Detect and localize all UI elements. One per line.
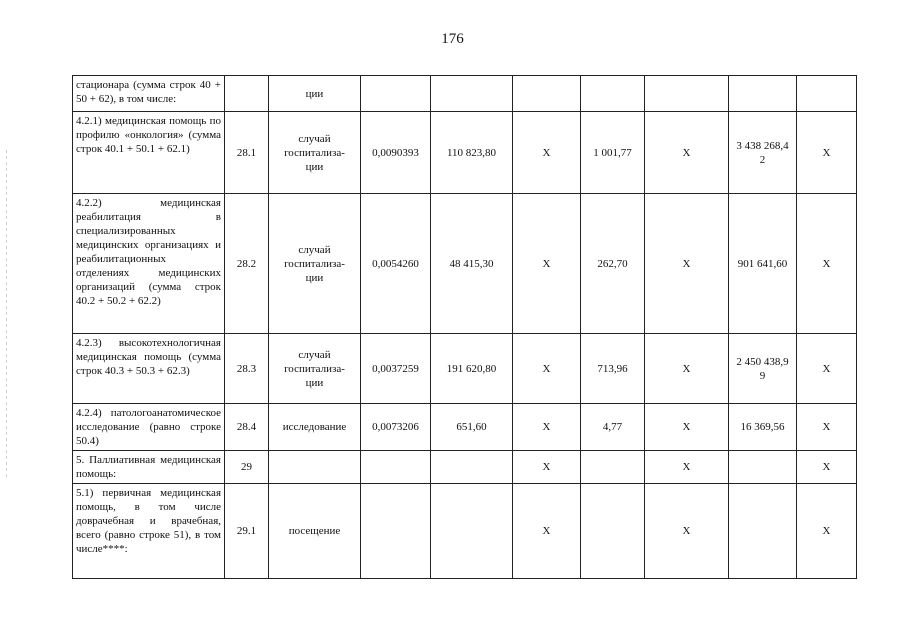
page-number: 176 xyxy=(441,31,464,47)
row-total-cell xyxy=(729,334,797,404)
table-row xyxy=(73,112,857,194)
row-mark-c: X xyxy=(822,257,831,270)
row-mark-a: X xyxy=(542,257,551,270)
row-description: 4.2.1) медицинская помощь по профилю «онкология» (сумма строк 40.1 + 50.1 + 62.1) xyxy=(76,115,221,155)
row-mark-c: X xyxy=(822,421,831,433)
row-mark-a: X xyxy=(542,525,551,537)
row-mark-b-cell xyxy=(645,484,729,579)
row-standard: 0,0073206 xyxy=(372,421,419,433)
row-description: 4.2.4) патологоанатомическое исследование (равно строке 50.4) xyxy=(76,407,221,447)
row-per-capita: 262,70 xyxy=(597,257,628,270)
statistics-table xyxy=(72,75,857,579)
row-unit-cell xyxy=(269,194,361,334)
row-unit: посещение xyxy=(288,525,341,537)
row-total-cell xyxy=(729,194,797,334)
row-cost-cell xyxy=(431,194,513,334)
row-mark-b-cell xyxy=(645,404,729,451)
row-code-cell xyxy=(225,76,269,112)
row-mark-a: X xyxy=(542,421,551,433)
row-total: 3 438 268,4 2 xyxy=(736,139,789,166)
row-standard: 0,0090393 xyxy=(372,146,419,159)
row-cost-cell xyxy=(431,451,513,484)
row-mark-c-cell xyxy=(797,451,857,484)
row-mark-a-cell xyxy=(513,194,581,334)
row-cost-cell xyxy=(431,76,513,112)
row-mark-b: X xyxy=(682,146,691,159)
row-description-cell xyxy=(73,334,225,404)
margin-rule xyxy=(6,150,7,480)
row-total: 901 641,60 xyxy=(737,257,788,270)
row-description-cell xyxy=(73,194,225,334)
row-per-capita-cell xyxy=(581,334,645,404)
row-standard: 0,0054260 xyxy=(372,257,419,270)
row-mark-b: X xyxy=(682,257,691,270)
row-mark-b: X xyxy=(682,421,691,433)
table-row xyxy=(73,451,857,484)
row-unit-cell xyxy=(269,112,361,194)
row-standard: 0,0037259 xyxy=(372,362,419,375)
row-per-capita-cell xyxy=(581,404,645,451)
row-per-capita: 1 001,77 xyxy=(593,146,632,159)
row-unit: случай госпитализа- ции xyxy=(284,132,345,173)
row-standard-cell xyxy=(361,484,431,579)
row-description: 4.2.2) медицинская реабилитация в специализированных медицинских организациях и реабилитационных отделениях медицинских организаций (сумма строк 40.2 + 50.2 + 62.2) xyxy=(76,197,221,307)
row-mark-c-cell xyxy=(797,76,857,112)
row-unit-cell xyxy=(269,451,361,484)
row-description-cell xyxy=(73,112,225,194)
row-code: 29 xyxy=(241,461,252,473)
row-mark-b: X xyxy=(682,461,691,473)
row-cost: 651,60 xyxy=(456,421,487,433)
table-row xyxy=(73,334,857,404)
row-code-cell xyxy=(225,112,269,194)
row-cost: 191 620,80 xyxy=(446,362,497,375)
row-per-capita-cell xyxy=(581,484,645,579)
row-mark-c: X xyxy=(822,362,831,375)
row-standard-cell xyxy=(361,404,431,451)
row-unit-cell xyxy=(269,484,361,579)
row-code: 28.4 xyxy=(236,421,257,433)
row-mark-c: X xyxy=(822,461,831,473)
row-total: 2 450 438,9 9 xyxy=(736,355,789,382)
row-cost-cell xyxy=(431,334,513,404)
row-code: 28.3 xyxy=(236,362,257,375)
row-per-capita-cell xyxy=(581,194,645,334)
row-mark-c-cell xyxy=(797,112,857,194)
row-unit-cell xyxy=(269,404,361,451)
row-mark-b: X xyxy=(682,362,691,375)
row-description-cell xyxy=(73,76,225,112)
row-mark-a-cell xyxy=(513,76,581,112)
row-mark-a-cell xyxy=(513,334,581,404)
row-mark-b-cell xyxy=(645,76,729,112)
row-standard-cell xyxy=(361,451,431,484)
row-standard-cell xyxy=(361,334,431,404)
row-total-cell xyxy=(729,76,797,112)
row-per-capita: 4,77 xyxy=(602,421,623,433)
row-total-cell xyxy=(729,112,797,194)
row-standard-cell xyxy=(361,194,431,334)
row-code: 28.2 xyxy=(236,257,257,270)
row-total-cell xyxy=(729,451,797,484)
table-row xyxy=(73,404,857,451)
row-mark-b-cell xyxy=(645,334,729,404)
row-total-cell xyxy=(729,484,797,579)
row-code-cell xyxy=(225,484,269,579)
row-unit: случай госпитализа- ции xyxy=(284,243,345,284)
row-mark-a-cell xyxy=(513,451,581,484)
row-mark-c: X xyxy=(822,525,831,537)
row-per-capita-cell xyxy=(581,451,645,484)
row-mark-a: X xyxy=(542,461,551,473)
row-mark-b-cell xyxy=(645,194,729,334)
row-mark-c-cell xyxy=(797,334,857,404)
row-cost-cell xyxy=(431,112,513,194)
row-mark-c: X xyxy=(822,146,831,159)
row-standard-cell xyxy=(361,76,431,112)
row-standard-cell xyxy=(361,112,431,194)
row-mark-c-cell xyxy=(797,194,857,334)
row-cost: 110 823,80 xyxy=(446,146,497,159)
row-mark-c-cell xyxy=(797,404,857,451)
row-unit: ции xyxy=(305,87,324,100)
row-unit-cell xyxy=(269,76,361,112)
row-total: 16 369,56 xyxy=(740,421,785,433)
row-total-cell xyxy=(729,404,797,451)
row-unit: случай госпитализа- ции xyxy=(284,348,345,389)
row-description-cell xyxy=(73,404,225,451)
row-code: 28.1 xyxy=(236,146,257,159)
row-per-capita-cell xyxy=(581,112,645,194)
row-mark-a: X xyxy=(542,146,551,159)
row-unit-cell xyxy=(269,334,361,404)
row-description: стационара (сумма строк 40 + 50 + 62), в том числе: xyxy=(76,79,221,105)
table-row xyxy=(73,484,857,579)
row-code: 29.1 xyxy=(236,525,257,537)
row-description-cell xyxy=(73,451,225,484)
row-description-cell xyxy=(73,484,225,579)
row-unit: исследование xyxy=(282,421,347,433)
table-row xyxy=(73,194,857,334)
row-mark-b-cell xyxy=(645,451,729,484)
row-code-cell xyxy=(225,451,269,484)
row-mark-a-cell xyxy=(513,484,581,579)
row-code-cell xyxy=(225,194,269,334)
row-mark-b-cell xyxy=(645,112,729,194)
row-code-cell xyxy=(225,334,269,404)
row-cost-cell xyxy=(431,404,513,451)
row-cost-cell xyxy=(431,484,513,579)
row-mark-b: X xyxy=(682,525,691,537)
row-mark-a-cell xyxy=(513,112,581,194)
row-mark-a-cell xyxy=(513,404,581,451)
row-per-capita-cell xyxy=(581,76,645,112)
row-description: 5.1) первичная медицинская помощь, в том числе доврачебная и врачебная, всего (равно строке 51), в том числе****: xyxy=(76,487,221,555)
row-description: 4.2.3) высокотехнологичная медицинская помощь (сумма строк 40.3 + 50.3 + 62.3) xyxy=(76,337,221,377)
row-mark-c-cell xyxy=(797,484,857,579)
row-per-capita: 713,96 xyxy=(597,362,628,375)
row-mark-a: X xyxy=(542,362,551,375)
table-row xyxy=(73,76,857,112)
row-code-cell xyxy=(225,404,269,451)
row-description: 5. Паллиативная медицинская помощь: xyxy=(76,454,221,480)
row-cost: 48 415,30 xyxy=(449,257,494,270)
